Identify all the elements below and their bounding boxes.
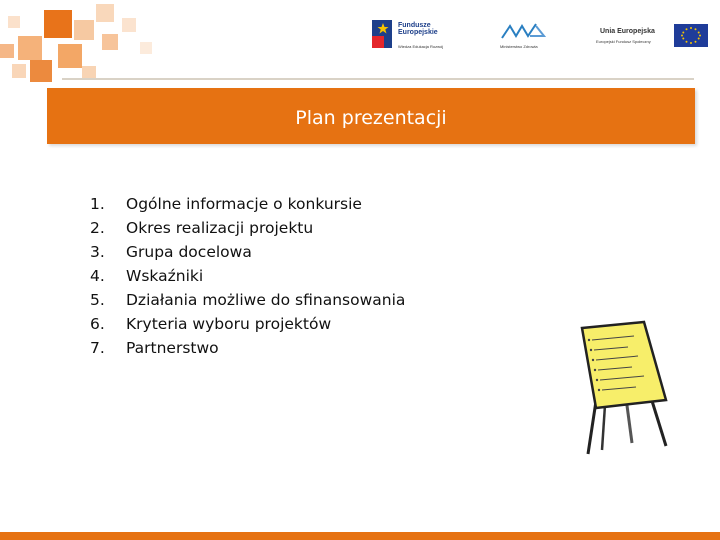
agenda-item xyxy=(90,314,405,338)
footer-bar xyxy=(0,532,720,540)
fe-logo-subtitle: Wiedza Edukacja Rozwój xyxy=(398,44,444,49)
ue-logo-subtitle: Europejski Fundusz Społeczny xyxy=(596,39,651,44)
agenda-item-text: Ogólne informacje o konkursie xyxy=(126,195,362,213)
agenda-item-text: Partnerstwo xyxy=(126,339,219,357)
agenda-item-text: Działania możliwe do sfinansowania xyxy=(126,291,406,309)
agenda-item-number: 1. xyxy=(90,195,105,213)
agenda-item-number: 3. xyxy=(90,243,105,261)
agenda-item xyxy=(90,266,405,290)
eu-flag-icon xyxy=(674,24,708,47)
logo-strip xyxy=(366,16,716,56)
agenda-list xyxy=(90,194,405,362)
agenda-item-number: 6. xyxy=(90,315,105,333)
ministerstwo-zdrowia-logo xyxy=(500,20,556,54)
agenda-item xyxy=(90,218,405,242)
agenda-item-number: 2. xyxy=(90,219,105,237)
mz-mark-icon xyxy=(500,20,546,42)
agenda-item-text: Kryteria wyboru projektów xyxy=(126,315,332,333)
header-divider xyxy=(62,78,694,80)
agenda-item xyxy=(90,290,405,314)
agenda-item-text: Okres realizacji projektu xyxy=(126,219,314,237)
fundusze-europejskie-logo xyxy=(372,18,462,54)
agenda-item-text: Grupa docelowa xyxy=(126,243,252,261)
fe-logo-title: Fundusze Europejskie xyxy=(398,22,438,36)
agenda-item xyxy=(90,194,405,218)
slide-title: Plan prezentacji xyxy=(295,107,447,129)
agenda-item-number: 7. xyxy=(90,339,105,357)
agenda-item-text: Wskaźniki xyxy=(126,267,204,285)
easel-board-icon xyxy=(548,318,688,458)
ue-logo-title: Unia Europejska xyxy=(600,28,655,35)
fe-star-icon xyxy=(372,20,392,48)
agenda-item-number: 4. xyxy=(90,267,105,285)
agenda-item xyxy=(90,338,405,362)
agenda-item-number: 5. xyxy=(90,291,105,309)
title-banner xyxy=(47,88,695,144)
unia-europejska-logo xyxy=(592,24,716,52)
agenda-item xyxy=(90,242,405,266)
mz-logo-caption: Ministerstwo Zdrowia xyxy=(500,44,538,49)
